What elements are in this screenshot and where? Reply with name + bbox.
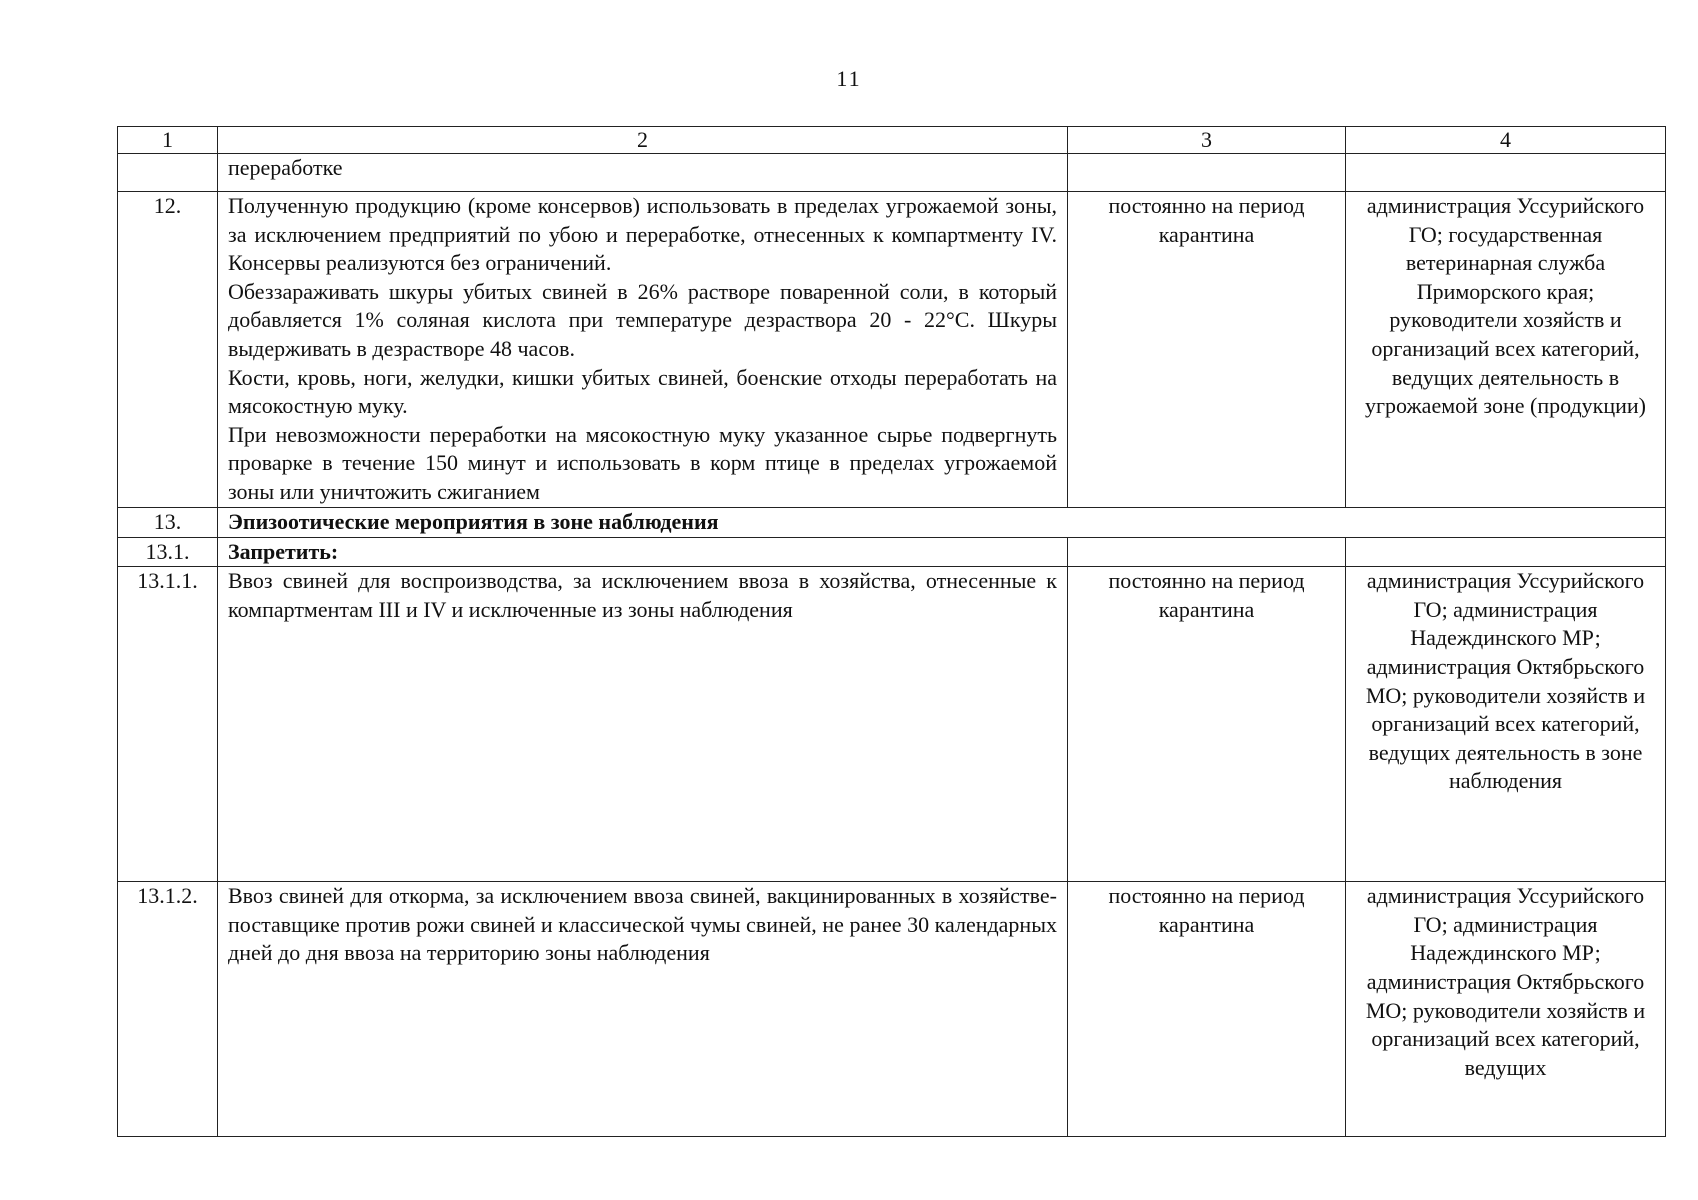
column-header-3: 3 — [1068, 127, 1346, 154]
table-header-row — [118, 127, 1666, 154]
row-number: 13. — [118, 508, 218, 538]
measure-paragraph: Кости, кровь, ноги, желудки, кишки убитых свиней, боенские отходы переработать на мясокостную муку. — [228, 364, 1057, 419]
section-heading: Эпизоотические мероприятия в зоне наблюдения — [218, 508, 1666, 538]
row-number: 13.1. — [118, 537, 218, 567]
period-text — [1068, 154, 1346, 192]
column-header-2: 2 — [218, 127, 1068, 154]
measure-paragraph: Полученную продукцию (кроме консервов) использовать в пределах угрожаемой зоны, за исключением предприятий по убою и переработке, отнесенных к компартменту IV. Консервы реализуются без ограничений. — [228, 193, 1057, 276]
measure-text: Ввоз свиней для откорма, за исключением ввоза свиней, вакцинированных в хозяйстве-поставщике против рожи свиней и классической чумы свиней, не ранее 30 календарных дней до дня ввоза на территорию зоны наблюдения — [218, 882, 1068, 1137]
period-text: постоянно на период карантина — [1068, 882, 1346, 1137]
column-header-1: 1 — [118, 127, 218, 154]
measure-text — [218, 192, 1068, 508]
responsible-text: администрация Уссурийского ГО; администрация Надеждинского МР; администрация Октябрьского МО; руководители хозяйств и организаций всех категорий, ведущих — [1346, 882, 1666, 1137]
measure-paragraph: Обеззараживать шкуры убитых свиней в 26% растворе поваренной соли, в который добавляется 1% соляная кислота при температуре дезраствора 20 - 22°С. Шкуры выдерживать в дезрастворе 48 часов. — [228, 278, 1057, 361]
period-text: постоянно на период карантина — [1068, 567, 1346, 882]
responsible-text — [1346, 154, 1666, 192]
responsible-text: администрация Уссурийского ГО; администрация Надеждинского МР; администрация Октябрьского МО; руководители хозяйств и организаций всех категорий, ведущих деятельность в зоне наблюдения — [1346, 567, 1666, 882]
row-number: 12. — [118, 192, 218, 508]
column-header-4: 4 — [1346, 127, 1666, 154]
measures-table — [117, 126, 1666, 1137]
measure-text: переработке — [218, 154, 1068, 192]
table-row-13-1 — [118, 537, 1666, 567]
period-text: постоянно на период карантина — [1068, 192, 1346, 508]
row-number: 13.1.2. — [118, 882, 218, 1137]
row-number: 13.1.1. — [118, 567, 218, 882]
table-row-continuation — [118, 154, 1666, 192]
responsible-text — [1346, 537, 1666, 567]
measure-text: Ввоз свиней для воспроизводства, за исключением ввоза в хозяйства, отнесенные к компартментам III и IV и исключенные из зоны наблюдения — [218, 567, 1068, 882]
table-row-13-1-1 — [118, 567, 1666, 882]
page-number: 11 — [836, 66, 862, 91]
table-row-12 — [118, 192, 1666, 508]
table-row-13-1-2 — [118, 882, 1666, 1137]
table-row-13 — [118, 508, 1666, 538]
responsible-text: администрация Уссурийского ГО; государственная ветеринарная служба Приморского края; руководители хозяйств и организаций всех категорий, ведущих деятельность в угрожаемой зоне (продукции) — [1346, 192, 1666, 508]
measure-text: Запретить: — [218, 537, 1068, 567]
row-number — [118, 154, 218, 192]
period-text — [1068, 537, 1346, 567]
measure-paragraph: При невозможности переработки на мясокостную муку указанное сырье подвергнуть проварке в течение 150 минут и использовать в корм птице в пределах угрожаемой зоны или уничтожить сжиганием — [228, 421, 1057, 504]
